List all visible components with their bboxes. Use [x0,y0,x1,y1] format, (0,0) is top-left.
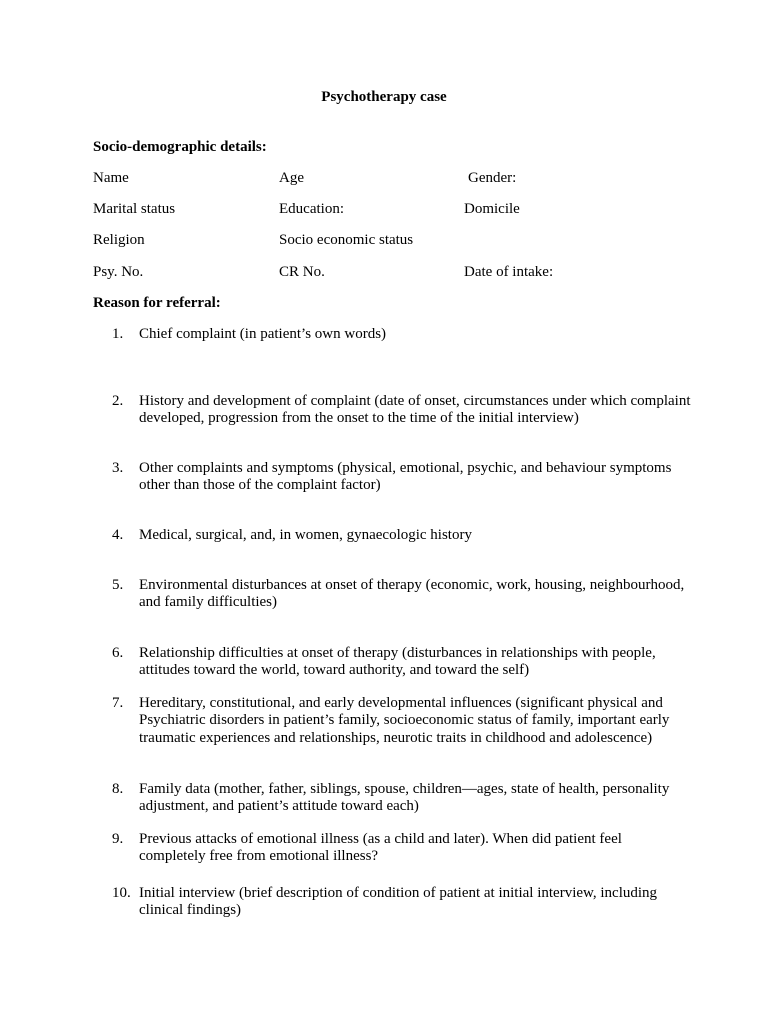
list-item [112,885,692,920]
socio-economic-status-label: Socio economic status [279,232,414,248]
religion-label: Religion [93,232,145,248]
list-item-text: Previous attacks of emotional illness (as a child and later). When did patient feel completely free from emotional illness? [139,831,622,865]
list-item [112,781,692,816]
list-item [112,527,692,544]
list-item-text: Initial interview (brief description of condition of patient at initial interview, including clinical findings) [139,885,658,919]
list-item-text: Other complaints and symptoms (physical, emotional, psychic, and behaviour symptoms other than those of the complaint factor) [139,460,672,494]
list-item [112,645,692,680]
list-item [112,831,692,866]
list-item [112,326,692,343]
list-item-number: 2. [112,393,124,409]
document-title: Psychotherapy case [321,89,447,105]
list-item-number: 1. [112,326,124,342]
list-item-text: Family data (mother, father, siblings, spouse, children—ages, state of health, personality adjustment, and patient’s attitude toward each) [139,781,670,815]
cr-no-label: CR No. [279,264,325,280]
list-item-text: Chief complaint (in patient’s own words) [139,326,387,342]
list-item [112,695,692,747]
list-item-text: Medical, surgical, and, in women, gynaecologic history [139,527,472,543]
marital-status-label: Marital status [93,201,176,217]
domicile-label: Domicile [464,201,520,217]
gender-label: Gender: [468,170,517,186]
name-label: Name [93,170,129,186]
list-item-text: Hereditary, constitutional, and early developmental influences (significant physical and Psychiatric disorders in patient’s family, socioeconomic status of family, important early traumatic experiences and relationships, neurotic traits in childhood and adolescence) [139,695,670,746]
list-item-number: 5. [112,577,124,593]
list-item-number: 10. [112,885,131,901]
list-item-text: History and development of complaint (date of onset, circumstances under which complaint developed, progression from the onset to the time of the initial interview) [139,393,691,427]
psy-no-label: Psy. No. [93,264,144,280]
age-label: Age [279,170,304,186]
list-item [112,577,692,612]
list-item-number: 8. [112,781,124,797]
reason-for-referral-heading: Reason for referral: [93,295,221,311]
list-item-number: 4. [112,527,124,543]
list-item [112,460,692,495]
list-item [112,393,692,428]
list-item-number: 9. [112,831,124,847]
education-label: Education: [279,201,344,217]
list-item-text: Environmental disturbances at onset of therapy (economic, work, housing, neighbourhood, and family difficulties) [139,577,685,611]
list-item-text: Relationship difficulties at onset of therapy (disturbances in relationships with people, attitudes toward the world, toward authority, and toward the self) [139,645,656,679]
list-item-number: 3. [112,460,124,476]
list-item-number: 7. [112,695,124,711]
list-item-number: 6. [112,645,124,661]
socio-demographic-heading: Socio-demographic details: [93,139,267,155]
date-of-intake-label: Date of intake: [464,264,554,280]
